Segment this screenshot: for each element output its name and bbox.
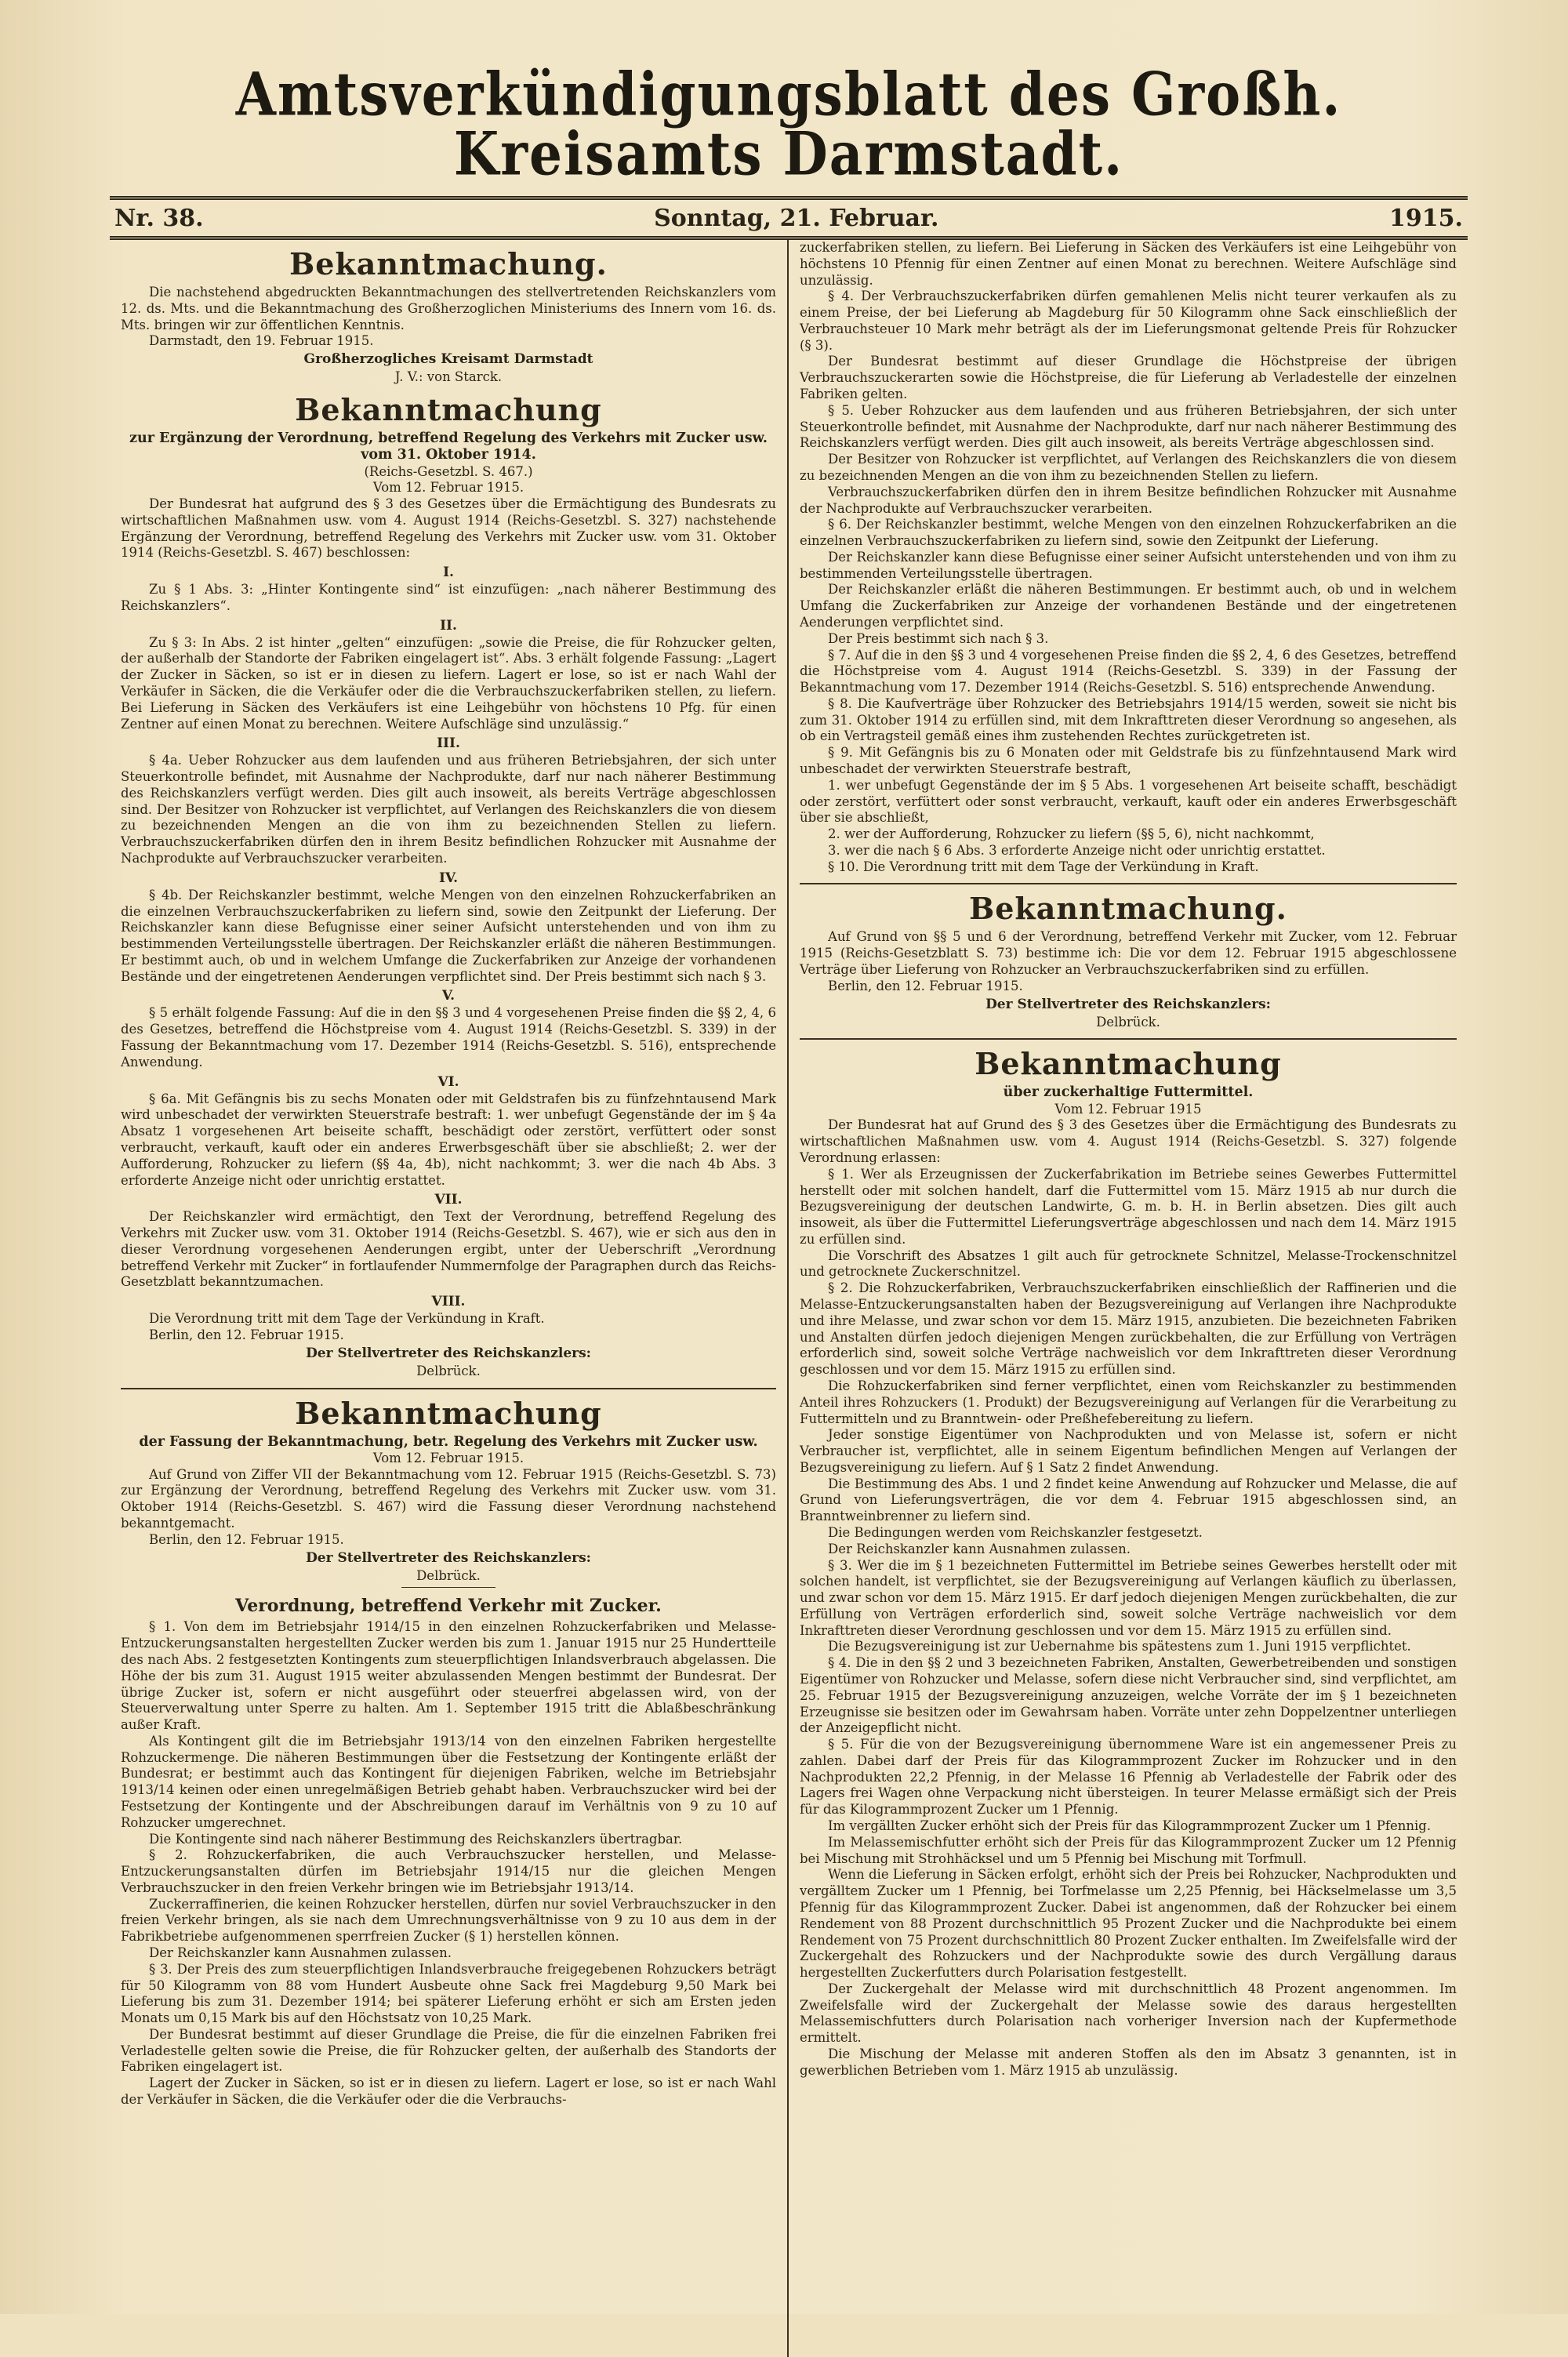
paragraph: § 3. Wer die im § 1 bezeichneten Futtermittel im Betriebe seines Gewerbes herstellt oder mit solchen handelt, ist verpflichtet, sie der Bezugsvereinigung auf Verlangen käuflich zu überlassen, und zwar schon vor dem 15. März 1915. Er darf jedoch diejenigen Mengen zurückbehalten, die zur Erfüllung von Verträgen erforderlich sind, soweit solche Verträge nachweislich vor dem Inkrafttreten dieser Verordnung geschlossen und vor dem 15. März 1915 zu erfüllen sind. bbox=[800, 1557, 1457, 1638]
paragraph: Der Reichskanzler erläßt die näheren Bestimmungen. Er bestimmt auch, ob und in welchem Umfang die Zuckerfabriken zur Anzeige der vorhandenen Bestände und der eingetretenen Aenderungen verpflichtet sind. bbox=[800, 582, 1457, 630]
paragraph: Der Bundesrat bestimmt auf dieser Grundlage die Preise, die für die einzelnen Fabriken frei Verladestelle gelten sowie die Preise, die für Rohzucker gelten, der außerhalb des Standorts der Fabriken eingelagert ist. bbox=[121, 2026, 776, 2075]
paragraph: § 4. Der Verbrauchszuckerfabriken dürfen gemahlenen Melis nicht teurer verkaufen als zu einem Preise, der bei Lieferung ab Magdeburg für 50 Kilogramm ohne Sack einschließlich der Verbrauchsteuer 10 Mark mehr beträgt als der im Lieferungsmonat geltende Preis für Rohzucker (§ 3). bbox=[800, 289, 1457, 353]
signature-name: Delbrück. bbox=[416, 1567, 481, 1583]
paragraph: § 6a. Mit Gefängnis bis zu sechs Monaten oder mit Geldstrafen bis zu fünfzehntausend Mark wird unbeschadet der verwirkten Steuerstrafe bestraft: 1. wer unbefugt Gegenstände der im § 4a Absatz 1 vorgesehenen Art beiseite schafft, beschädigt oder zerstört, verfüttert oder sonst verbraucht, verkauft, kauft oder ein anderes Erwerbsgeschäft über sie abschließt; 2. wer der Aufforderung, Rohzucker zu liefern (§§ 4a, 4b), nicht nachkommt; 3. wer die nach 4b Abs. 3 erforderte Anzeige nicht oder unrichtig erstattet. bbox=[121, 1091, 776, 1188]
paragraph: Der Reichskanzler kann Ausnahmen zulassen. bbox=[149, 1945, 452, 1960]
section-numeral: III. bbox=[437, 735, 460, 752]
paragraph: Der Bundesrat hat aufgrund des § 3 des Gesetzes über die Ermächtigung des Bundesrats zu wirtschaftlichen Maßnahmen usw. vom 4. August 1914 (Reichs-Gesetzbl. S. 327) nachstehende Ergänzung der Verordnung, betreffend Regelung des Verkehrs mit Zucker usw. vom 31. Oktober 1914 (Reichs-Gesetzbl. S. 467) beschlossen: bbox=[121, 496, 776, 561]
section-numeral: II. bbox=[440, 617, 457, 634]
paragraph: Zu § 1 Abs. 3: „Hinter Kontingente sind“ ist einzufügen: „nach näherer Bestimmung des Reichskanzlers“. bbox=[121, 582, 776, 613]
paragraph: § 5. Für die von der Bezugsvereinigung übernommene Ware ist ein angemessener Preis zu zahlen. Dabei darf der Preis für das Kilogrammprozent Zucker im Rohzucker und in den Nachprodukten 22,2 Pfennig, in der Melasse 16 Pfennig ab Verladestelle der Fabrik oder des Lagers frei Wagen ohne Verpackung nicht übersteigen. In teurer Melasse ermäßigt sich der Preis für das Kilogrammprozent Zucker um 1 Pfennig. bbox=[800, 1737, 1457, 1818]
paragraph: Auf Grund von Ziffer VII der Bekanntmachung vom 12. Februar 1915 (Reichs-Gesetzbl. S. 73) zur Ergänzung der Verordnung, betreffend Regelung des Verkehrs mit Zucker usw. vom 31. Oktober 1914 (Reichs-Gesetzbl. S. 467) wird die Fassung dieser Verordnung nachstehend bekanntgemacht. bbox=[121, 1466, 776, 1531]
section-numeral: VII. bbox=[434, 1192, 463, 1208]
notice-subtitle: der Fassung der Bekanntmachung, betr. Regelung des Verkehrs mit Zucker usw. bbox=[139, 1433, 758, 1450]
notice-date: Vom 12. Februar 1915 bbox=[1054, 1101, 1202, 1117]
left-column bbox=[110, 240, 789, 2357]
paragraph: § 4. Die in den §§ 2 und 3 bezeichneten Fabriken, Anstalten, Gewerbetreibenden und sonstigen Eigentümer von Rohzucker und Melasse, sofern diese nicht Verbraucher sind, sind verpflichtet, am 25. Februar 1915 der Bezugsvereinigung anzuzeigen, welche Vorräte der im § 1 bezeichneten Erzeugnisse sie besitzen oder im Gewahrsam haben. Vorräte unter zehn Doppelzentner unterliegen der Anzeigepflicht nicht. bbox=[800, 1655, 1457, 1736]
divider bbox=[800, 883, 1457, 884]
paragraph: Die Bestimmung des Abs. 1 und 2 findet keine Anwendung auf Rohzucker und Melasse, die auf Grund von Lieferungsverträgen, die vor dem 4. Februar 1915 abgeschlossen sind, an Branntweinbrenner zu liefern sind. bbox=[800, 1476, 1457, 1524]
paragraph: Zu § 3: In Abs. 2 ist hinter „gelten“ einzufügen: „sowie die Preise, die für Rohzucker gelten, der außerhalb der Standorte der Fabriken eingelagert ist“. Abs. 3 erhält folgende Fassung: „Lagert der Zucker in Säcken, so ist er in diesen zu liefern. Lagert er lose, so ist er nach Wahl der Verkäufer in Säcken, die die Verkäufer oder die die Verbrauchszuckerfabriken stellen, zu liefern. Bei Lieferung in Säcken des Verkäufers ist eine Leihgebühr von höchstens 10 Pfg. für einen Zentner auf einen Monat zu berechnen. Weitere Aufschläge sind unzulässig.“ bbox=[121, 634, 776, 732]
paragraph: Die Kontingente sind nach näherer Bestimmung des Reichskanzlers übertragbar. bbox=[149, 1831, 683, 1847]
paragraph: Der Reichskanzler kann Ausnahmen zulassen. bbox=[828, 1541, 1131, 1556]
paragraph: § 5. Ueber Rohzucker aus dem laufenden und aus früheren Betriebsjahren, der sich unter Steuerkontrolle befindet, mit Ausnahme der Nachprodukte, darf nur nach näherer Bestimmung des Reichskanzlers verfügt werden. Dies gilt auch insoweit, als bereits Verträge abgeschlossen sind. bbox=[800, 402, 1457, 451]
divider bbox=[401, 1587, 495, 1588]
paragraph: Die Bezugsvereinigung ist zur Uebernahme bis spätestens zum 1. Juni 1915 verpflichtet. bbox=[828, 1639, 1411, 1654]
paragraph: Auf Grund von §§ 5 und 6 der Verordnung, betreffend Verkehr mit Zucker, vom 12. Februar 1915 (Reichs-Gesetzblatt S. 73) bestimme ich: Die vor dem 12. Februar 1915 abgeschlossene Verträge über Lieferung von Rohzucker an Verbrauchszuckerfabriken sind zu erfüllen. bbox=[800, 929, 1457, 978]
paragraph: § 9. Mit Gefängnis bis zu 6 Monaten oder mit Geldstrafe bis zu fünfzehntausend Mark wird unbeschadet der verwirkten Steuerstrafe bestraft, bbox=[800, 745, 1457, 776]
paragraph: § 1. Von dem im Betriebsjahr 1914/15 in den einzelnen Rohzuckerfabriken und Melasse-Entzuckerungsanstalten hergestellten Zucker werden bis zum 1. Januar 1915 nur 25 Hundertteile des nach Abs. 2 festgesetzten Kontingents zum steuerpflichtigen Inlandsverbrauch abgelassen. Die Höhe der bis zum 31. August 1915 weiter abzulassenden Mengen bestimmt der Bundesrat. Der übrige Zucker ist, sofern er nicht ausgeführt oder steuerfrei abgelassen wird, von der Steuerverwaltung unter Sperre zu halten. Am 1. September 1915 tritt die Ablaßbeschränkung außer Kraft. bbox=[121, 1619, 776, 1733]
right-column bbox=[789, 240, 1468, 2357]
paragraph: Die Bedingungen werden vom Reichskanzler festgesetzt. bbox=[828, 1524, 1203, 1540]
masthead-title: Amtsverkündigungsblatt des Großh. Kreisamts Darmstadt. bbox=[235, 59, 1342, 189]
paragraph: § 7. Auf die in den §§ 3 und 4 vorgesehenen Preise finden die §§ 2, 4, 6 des Gesetzes, betreffend die Höchstpreise vom 4. August 1914 (Reichs-Gesetzbl. S. 339) in der Fassung der Bekanntmachung vom 17. Dezember 1914 (Reichs-Gesetzbl. S. 516) entsprechende Anwendung. bbox=[800, 647, 1457, 695]
signature-name: Delbrück. bbox=[416, 1364, 481, 1378]
section-numeral: VI. bbox=[437, 1073, 459, 1090]
columns bbox=[110, 240, 1468, 2357]
divider bbox=[121, 1388, 776, 1389]
signature-office: Großherzogliches Kreisamt Darmstadt bbox=[303, 351, 593, 368]
notice-title: Bekanntmachung bbox=[295, 392, 602, 427]
place-date: Berlin, den 12. Februar 1915. bbox=[149, 1531, 344, 1547]
issue-bar bbox=[110, 196, 1468, 240]
paragraph: § 4a. Ueber Rohzucker aus dem laufenden und aus früheren Betriebsjahren, der sich unter Steuerkontrolle befindet, mit Ausnahme der Nachprodukte, darf nur nach näherer Bestimmung des Reichskanzlers verfügt werden. Dies gilt auch insoweit, als bereits Verträge abgeschlossen sind. Der Besitzer von Rohzucker ist verpflichtet, auf Verlangen des Reichskanzlers die von diesem zu bezeichnenden Mengen an die von ihm zu bezeichnenden Stellen zu liefern. Verbrauchszuckerfabriken dürfen den in ihrem Besitz befindlichen Rohzucker mit Ausnahme der Nachprodukte auf Verbrauchszucker verarbeiten. bbox=[121, 753, 776, 866]
paragraph: Wenn die Lieferung in Säcken erfolgt, erhöht sich der Preis bei Rohzucker, Nachprodukten und vergälltem Zucker um 1 Pfennig, bei Torfmelasse um 2,25 Pfennig, bei Häckselmelasse um 3,5 Pfennig für das Kilogrammprozent Zucker. Dabei ist angenommen, daß der Rohzucker bei einem Rendement von 88 Prozent durchschnittlich 95 Prozent Zucker und die Nachprodukte bei einem Rendement von 75 Prozent durchschnittlich 80 Prozent Zucker enthalten. Im Zweifelsfalle wird der Zuckergehalt des Rohzuckers und der Nachprodukte sowie des durch Vergällung daraus hergestellten Zuckerfutters durch Polarisation festgestellt. bbox=[800, 1867, 1457, 1981]
paragraph: Der Reichskanzler kann diese Befugnisse einer seiner Aufsicht unterstehenden und von ihm zu bestimmenden Verteilungsstelle übertragen. bbox=[800, 549, 1457, 581]
notice-title: Bekanntmachung bbox=[295, 1395, 602, 1431]
section-numeral: I. bbox=[443, 565, 454, 581]
notice-title: Bekanntmachung bbox=[975, 1046, 1282, 1082]
paragraph: Der Reichskanzler wird ermächtigt, den Text der Verordnung, betreffend Regelung des Verkehrs mit Zucker usw. vom 31. Oktober 1914 (Reichs-Gesetzbl. S. 467), wie er sich aus den in dieser Verordnung vorgesehenen Aenderungen ergibt, unter der Ueberschrift „Verordnung betreffend Verkehr mit Zucker“ in fortlaufender Nummernfolge der Paragraphen durch das Reichs-Gesetzblatt bekanntzumachen. bbox=[121, 1209, 776, 1290]
section-numeral: VIII. bbox=[431, 1294, 466, 1310]
issue-number: Nr. 38. bbox=[114, 204, 204, 232]
paragraph: § 6. Der Reichskanzler bestimmt, welche Mengen von den einzelnen Rohzuckerfabriken an die einzelnen Verbrauchszuckerfabriken zu liefern sind, sowie den Zeitpunkt der Lieferung. bbox=[800, 517, 1457, 549]
signature-name: Delbrück. bbox=[1096, 1014, 1160, 1030]
place-date: Berlin, den 12. Februar 1915. bbox=[149, 1327, 344, 1342]
notice-title: Bekanntmachung. bbox=[969, 891, 1287, 927]
paragraph: Jeder sonstige Eigentümer von Nachprodukten und von Melasse ist, sofern er nicht Verbraucher ist, verpflichtet, alle in seinem Eigentum befindlichen Mengen auf Verlangen der Bezugsvereinigung zu liefern. Auf § 1 Satz 2 findet Anwendung. bbox=[800, 1427, 1457, 1475]
paragraph: Die Verordnung tritt mit dem Tage der Verkündung in Kraft. bbox=[149, 1311, 545, 1327]
notice-date: Vom 12. Februar 1915. bbox=[372, 480, 524, 496]
paragraph: § 5 erhält folgende Fassung: Auf die in den §§ 3 und 4 vorgesehenen Preise finden die §§ 2, 4, 6 des Gesetzes, betreffend die Höchstpreise vom 4. August 1914 (Reichs-Gesetzbl. S. 339) in der Fassung der Bekanntmachung vom 17. Dezember 1914 (Reichs-Gesetzbl. S. 516), entsprechende Anwendung. bbox=[121, 1005, 776, 1070]
paragraph: Der Bundesrat hat auf Grund des § 3 des Gesetzes über die Ermächtigung des Bundesrats zu wirtschaftlichen Maßnahmen usw. vom 4. August 1914 (Reichs-Gesetzbl. S. 327) folgende Verordnung erlassen: bbox=[800, 1117, 1457, 1165]
paragraph: § 4b. Der Reichskanzler bestimmt, welche Mengen von den einzelnen Rohzuckerfabriken an die einzelnen Verbrauchszuckerfabriken zu liefern sind, sowie den Zeitpunkt der Lieferung. Der Reichskanzler kann diese Befugnisse einer seiner Aufsicht unterstehenden und von ihm zu bestimmenden Verteilungsstelle übertragen. Der Reichskanzler erläßt die näheren Bestimmungen. Er bestimmt auch, ob und in welchem Umfange die Zuckerfabriken zur Anzeige der vorhandenen Bestände und der eingetretenen Aenderungen verpflichtet sind. Der Preis bestimmt sich nach § 3. bbox=[121, 887, 776, 984]
notice-subtitle: über zuckerhaltige Futtermittel. bbox=[1003, 1084, 1254, 1101]
paragraph: Die Vorschrift des Absatzes 1 gilt auch für getrocknete Schnitzel, Melasse-Trockenschnitzel und getrocknete Zuckerschnitzel. bbox=[800, 1248, 1457, 1280]
paragraph: Im vergällten Zucker erhöht sich der Preis für das Kilogrammprozent Zucker um 1 Pfennig. bbox=[828, 1818, 1432, 1834]
notice-subtitle: zur Ergänzung der Verordnung, betreffend Regelung des Verkehrs mit Zucker usw. vom 31. Oktober 1914. bbox=[129, 430, 768, 463]
paragraph: Lagert der Zucker in Säcken, so ist er in diesen zu liefern. Lagert er lose, so ist er nach Wahl der Verkäufer in Säcken, die die Verkäufer oder die die Verbrauchs- bbox=[121, 2076, 776, 2108]
paragraph: 3. wer die nach § 6 Abs. 3 erforderte Anzeige nicht oder unrichtig erstattet. bbox=[828, 842, 1326, 858]
section-numeral: IV. bbox=[438, 870, 459, 886]
paragraph: Die Mischung der Melasse mit anderen Stoffen als den im Absatz 3 genannten, ist in gewerblichen Betrieben vom 1. März 1915 ab unzulässig. bbox=[800, 2046, 1457, 2078]
paragraph: Die nachstehend abgedruckten Bekanntmachungen des stellvertretenden Reichskanzlers vom 12. ds. Mts. und die Bekanntmachung des Großherzoglichen Ministeriums des Innern vom 16. ds. Mts. bringen wir zur öffentlichen Kenntnis. bbox=[121, 285, 776, 332]
signature-title: Der Stellvertreter des Reichskanzlers: bbox=[306, 1345, 591, 1361]
paragraph: Die Rohzuckerfabriken sind ferner verpflichtet, einen vom Reichskanzler zu bestimmenden Anteil ihres Rohzuckers (1. Produkt) der Bezugsvereinigung auf Verlangen für die Verarbeitung zu Futtermitteln und zu Branntwein- oder Preßhefebereitung zu liefern. bbox=[800, 1378, 1457, 1426]
paragraph: Als Kontingent gilt die im Betriebsjahr 1913/14 von den einzelnen Fabriken hergestellte Rohzuckermenge. Die näheren Bestimmungen über die Festsetzung der Kontingente erläßt der Bundesrat; er bestimmt auch das Kontingent für diejenigen Fabriken, welche im Betriebsjahr 1913/14 keinen oder einen unregelmäßigen Betrieb gehabt haben. Verbrauchszucker wird bei der Festsetzung der Kontingente und der Abschreibungen darauf im Verhältnis von 9 zu 10 auf Rohzucker umgerechnet. bbox=[121, 1733, 776, 1830]
paragraph: Verbrauchszuckerfabriken dürfen den in ihrem Besitze befindlichen Rohzucker mit Ausnahme der Nachprodukte auf Verbrauchszucker verarbeiten. bbox=[800, 484, 1457, 516]
paragraph: Der Preis bestimmt sich nach § 3. bbox=[828, 630, 1049, 646]
paragraph: Der Zuckergehalt der Melasse wird mit durchschnittlich 48 Prozent angenommen. Im Zweifelsfalle wird der Zuckergehalt der Melasse sowie des daraus hergestellten Melassemischfutters durch Polarisation nach vorheriger Inversion nach der Kupfermethode ermittelt. bbox=[800, 1981, 1457, 2046]
notice-date: Vom 12. Februar 1915. bbox=[372, 1450, 524, 1465]
paragraph: § 10. Die Verordnung tritt mit dem Tage der Verkündung in Kraft. bbox=[828, 859, 1259, 874]
paragraph: 1. wer unbefugt Gegenstände der im § 5 Abs. 1 vorgesehenen Art beiseite schafft, beschädigt oder zerstört, verfüttert oder sonst verbraucht, verkauft, kauft oder ein anderes Erwerbsgeschäft über sie abschließt, bbox=[800, 777, 1457, 826]
issue-date: Sonntag, 21. Februar. bbox=[654, 204, 939, 232]
notice-reference: (Reichs-Gesetzbl. S. 467.) bbox=[364, 463, 533, 479]
signature-name: J. V.: von Starck. bbox=[394, 369, 503, 385]
paragraph: Der Besitzer von Rohzucker ist verpflichtet, auf Verlangen des Reichskanzlers die von diesem zu bezeichnenden Mengen an die von ihm zu bezeichnenden Stellen zu liefern. bbox=[800, 452, 1457, 483]
section-numeral: V. bbox=[441, 988, 456, 1004]
paragraph: § 1. Wer als Erzeugnissen der Zuckerfabrikation im Betriebe seines Gewerbes Futtermittel herstellt oder mit solchen handelt, darf die Futtermittel vom 15. März 1915 ab nur durch die Bezugsvereinigung der deutschen Landwirte, G. m. b. H. in Berlin absetzen. Dies gilt auch insoweit, als über die Futtermittel Lieferungsverträge abgeschlossen und nach dem 14. März 1915 zu erfüllen sind. bbox=[800, 1166, 1457, 1247]
paragraph: § 8. Die Kaufverträge über Rohzucker des Betriebsjahrs 1914/15 werden, soweit sie nicht bis zum 31. Oktober 1914 zu erfüllen sind, mit dem Inkrafttreten dieser Verordnung so angesehen, als ob ein Vertragsteil gemäß eines ihm zustehenden Rechtes zurückgetreten ist. bbox=[800, 695, 1457, 744]
paragraph: § 2. Rohzuckerfabriken, die auch Verbrauchszucker herstellen, und Melasse-Entzuckerungsanstalten dürfen im Betriebsjahr 1914/15 nur die gleichen Mengen Verbrauchszucker in den freien Verkehr bringen wie im Betriebsjahr 1913/14. bbox=[121, 1847, 776, 1895]
notice-title: Bekanntmachung. bbox=[289, 246, 608, 281]
signature-title: Der Stellvertreter des Reichskanzlers: bbox=[306, 1549, 591, 1566]
paragraph: Im Melassemischfutter erhöht sich der Preis für das Kilogrammprozent Zucker um 12 Pfennig bei Mischung mit Strohhäcksel und um 5 Pfennig bei Mischung mit Torfmull. bbox=[800, 1834, 1457, 1866]
divider bbox=[800, 1038, 1457, 1040]
place-date: Darmstadt, den 19. Februar 1915. bbox=[149, 333, 374, 349]
paragraph: 2. wer der Aufforderung, Rohzucker zu liefern (§§ 5, 6), nicht nachkommt, bbox=[828, 826, 1315, 842]
ordinance-heading: Verordnung, betreffend Verkehr mit Zucker. bbox=[235, 1596, 662, 1617]
paragraph: Zuckerraffinerien, die keinen Rohzucker herstellen, dürfen nur soviel Verbrauchszucker in den freien Verkehr bringen, als sie nach dem Umrechnungsverhältnisse von 9 zu 10 aus dem in der Fabrikbetriebe aufgenommenen sperrfreien Zucker (§ 1) herstellen können. bbox=[121, 1896, 776, 1945]
paragraph: § 2. Die Rohzuckerfabriken, Verbrauchszuckerfabriken einschließlich der Raffinerien und die Melasse-Entzuckerungsanstalten haben der Bezugsvereinigung auf Verlangen ihre Nachprodukte und ihre Melasse, und zwar schon vor dem 15. März 1915, anzubieten. Die bezeichneten Fabriken und Anstalten dürfen jedoch diejenigen Mengen zurückbehalten, die zur Erfüllung von Verträgen erforderlich sind, soweit solche Verträge nachweislich vor dem Inkrafttreten dieser Verordnung geschlossen und vor dem 15. März 1915 zu erfüllen sind. bbox=[800, 1280, 1457, 1378]
paragraph: zuckerfabriken stellen, zu liefern. Bei Lieferung in Säcken des Verkäufers ist eine Leihgebühr von höchstens 10 Pfennig für einen Zentner auf einen Monat zu berechnen. Weitere Aufschläge sind unzulässig. bbox=[800, 240, 1457, 288]
place-date: Berlin, den 12. Februar 1915. bbox=[828, 978, 1023, 993]
signature-title: Der Stellvertreter des Reichskanzlers: bbox=[985, 996, 1271, 1012]
issue-year: 1915. bbox=[1389, 204, 1463, 232]
paragraph: Der Bundesrat bestimmt auf dieser Grundlage die Höchstpreise der übrigen Verbrauchszuckerarten sowie die Höchstpreise, die für Lieferung ab Verladestelle der einzelnen Fabriken gelten. bbox=[800, 354, 1457, 402]
paragraph: § 3. Der Preis des zum steuerpflichtigen Inlandsverbrauche freigegebenen Rohzuckers beträgt für 50 Kilogramm von 88 vom Hundert Ausbeute ohne Sack frei Magdeburg 9,50 Mark bei Lieferung bis zum 31. Dezember 1914; bei späterer Lieferung erhöht er sich am Ersten jeden Monats um 0,15 Mark bis auf den Höchstsatz von 10,25 Mark. bbox=[121, 1961, 776, 2026]
